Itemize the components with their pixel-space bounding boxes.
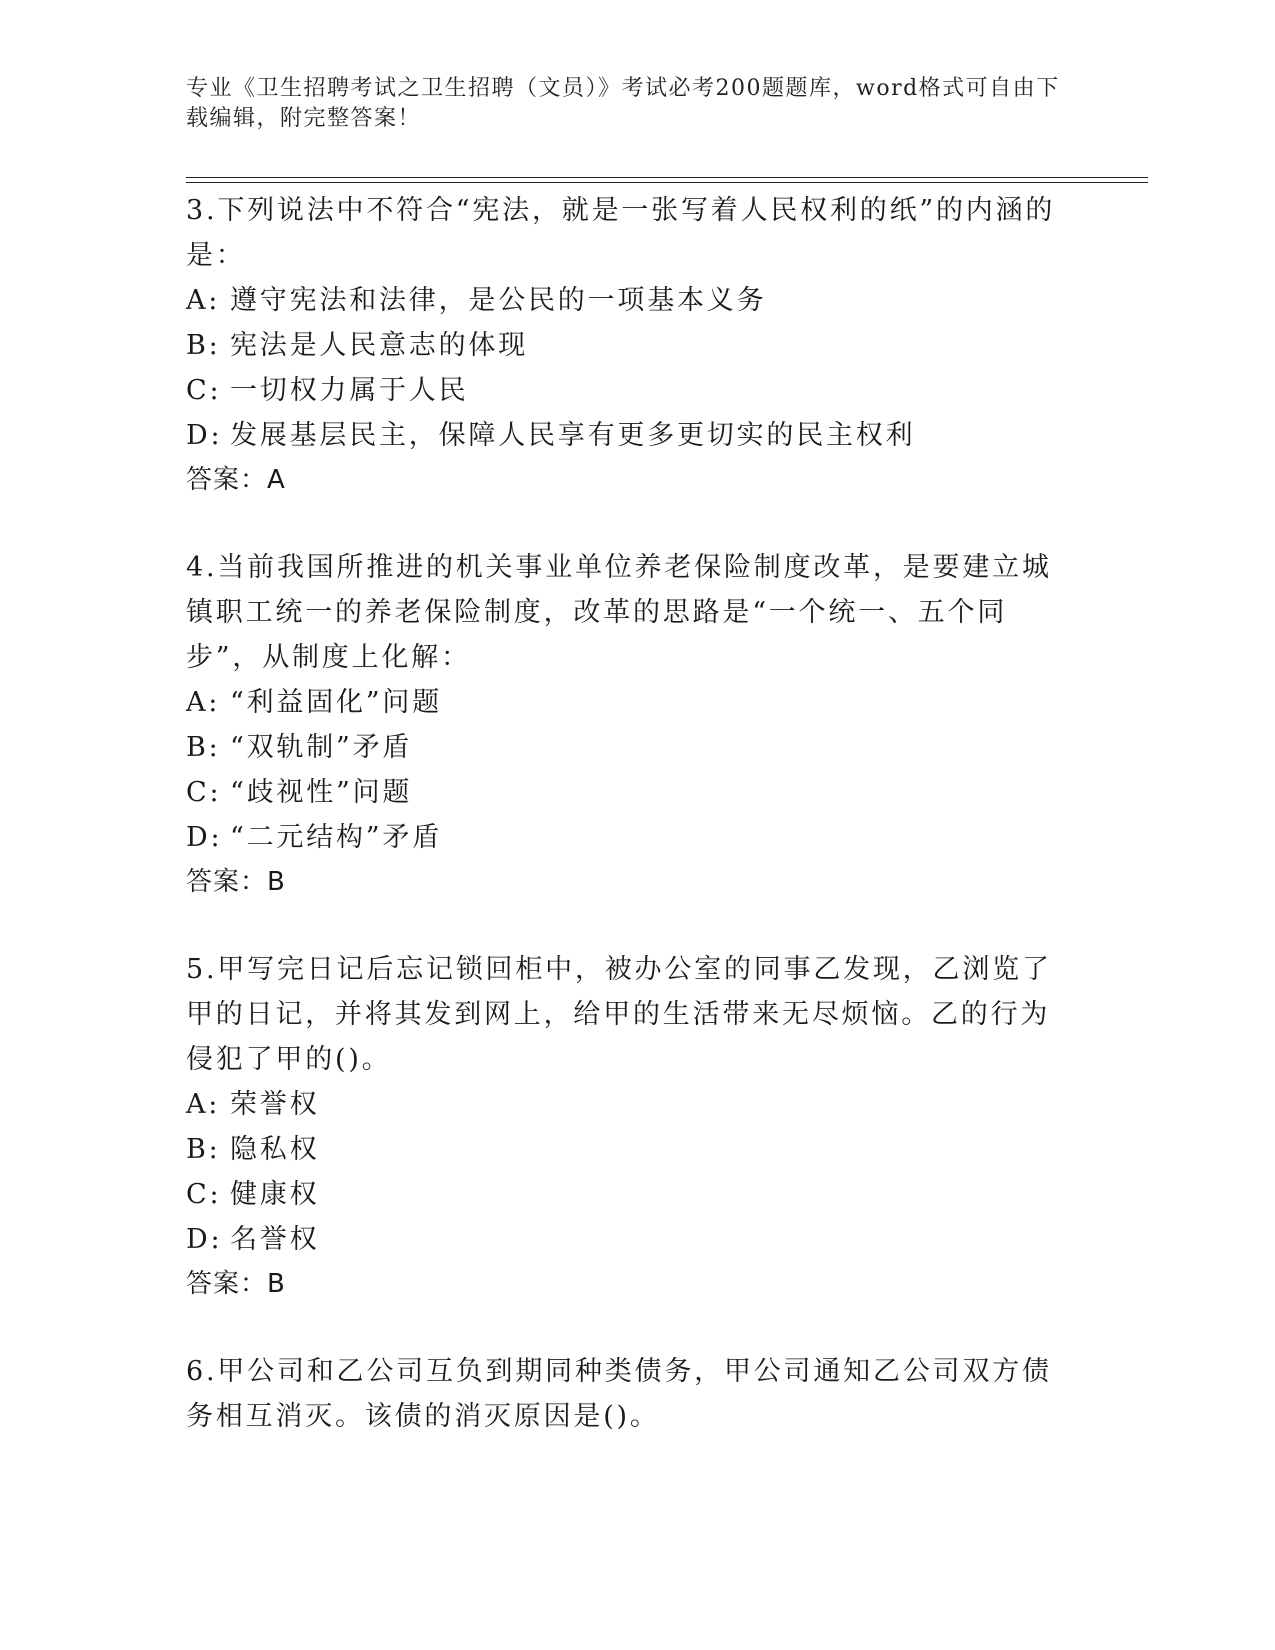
option-b xyxy=(186,1127,1066,1172)
option-key: A: xyxy=(186,687,221,718)
option-key: B: xyxy=(186,1134,221,1165)
header-divider-bottom xyxy=(186,182,1148,183)
question-stem: 5.甲写完日记后忘记锁回柜中，被办公室的同事乙发现，乙浏览了甲的日记，并将其发到网上，给甲的生活带来无尽烦恼。乙的行为侵犯了甲的()。 xyxy=(186,954,1052,1075)
option-c xyxy=(186,1172,1066,1217)
question-3 xyxy=(186,188,1066,503)
option-text: 宪法是人民意志的体现 xyxy=(230,330,528,361)
option-text: 健康权 xyxy=(230,1179,320,1210)
option-key: A: xyxy=(186,1089,221,1120)
option-text: “歧视性”问题 xyxy=(230,777,413,808)
option-text: 荣誉权 xyxy=(230,1089,320,1120)
header-divider-top xyxy=(186,177,1148,178)
question-list xyxy=(186,188,1066,1481)
question-5 xyxy=(186,947,1066,1307)
option-a xyxy=(186,680,1066,725)
option-key: C: xyxy=(186,375,222,406)
option-c xyxy=(186,770,1066,815)
answer-line: 答案：B xyxy=(186,1269,286,1299)
option-text: 一切权力属于人民 xyxy=(230,375,469,406)
option-text: 名誉权 xyxy=(230,1224,320,1255)
answer-line: 答案：B xyxy=(186,867,286,897)
option-key: A: xyxy=(186,285,221,316)
option-c xyxy=(186,368,1066,413)
question-4 xyxy=(186,545,1066,905)
option-key: C: xyxy=(186,777,222,808)
option-a xyxy=(186,278,1066,323)
question-6 xyxy=(186,1349,1066,1439)
question-stem: 3.下列说法中不符合“宪法，就是一张写着人民权利的纸”的内涵的是： xyxy=(186,195,1056,271)
question-stem: 6.甲公司和乙公司互负到期同种类债务，甲公司通知乙公司双方债务相互消灭。该债的消灭原因是()。 xyxy=(186,1356,1052,1432)
option-text: 隐私权 xyxy=(230,1134,320,1165)
document-header: 专业《卫生招聘考试之卫生招聘（文员）》考试必考200题题库，word格式可自由下载编辑，附完整答案！ xyxy=(186,76,1060,131)
answer-line: 答案：A xyxy=(186,465,286,495)
option-key: D: xyxy=(186,420,223,451)
option-key: B: xyxy=(186,330,221,361)
option-key: D: xyxy=(186,1224,223,1255)
option-b xyxy=(186,323,1066,368)
option-text: 遵守宪法和法律，是公民的一项基本义务 xyxy=(230,285,767,316)
option-b xyxy=(186,725,1066,770)
option-key: D: xyxy=(186,822,223,853)
option-text: “双轨制”矛盾 xyxy=(230,732,413,763)
question-stem: 4.当前我国所推进的机关事业单位养老保险制度改革，是要建立城镇职工统一的养老保险制度，改革的思路是“一个统一、五个同步”，从制度上化解： xyxy=(186,552,1052,673)
option-text: 发展基层民主，保障人民享有更多更切实的民主权利 xyxy=(230,420,916,451)
option-d xyxy=(186,815,1066,860)
option-d xyxy=(186,1217,1066,1262)
option-text: “二元结构”矛盾 xyxy=(230,822,443,853)
option-key: C: xyxy=(186,1179,222,1210)
option-d xyxy=(186,413,1066,458)
option-a xyxy=(186,1082,1066,1127)
option-key: B: xyxy=(186,732,221,763)
option-text: “利益固化”问题 xyxy=(230,687,443,718)
